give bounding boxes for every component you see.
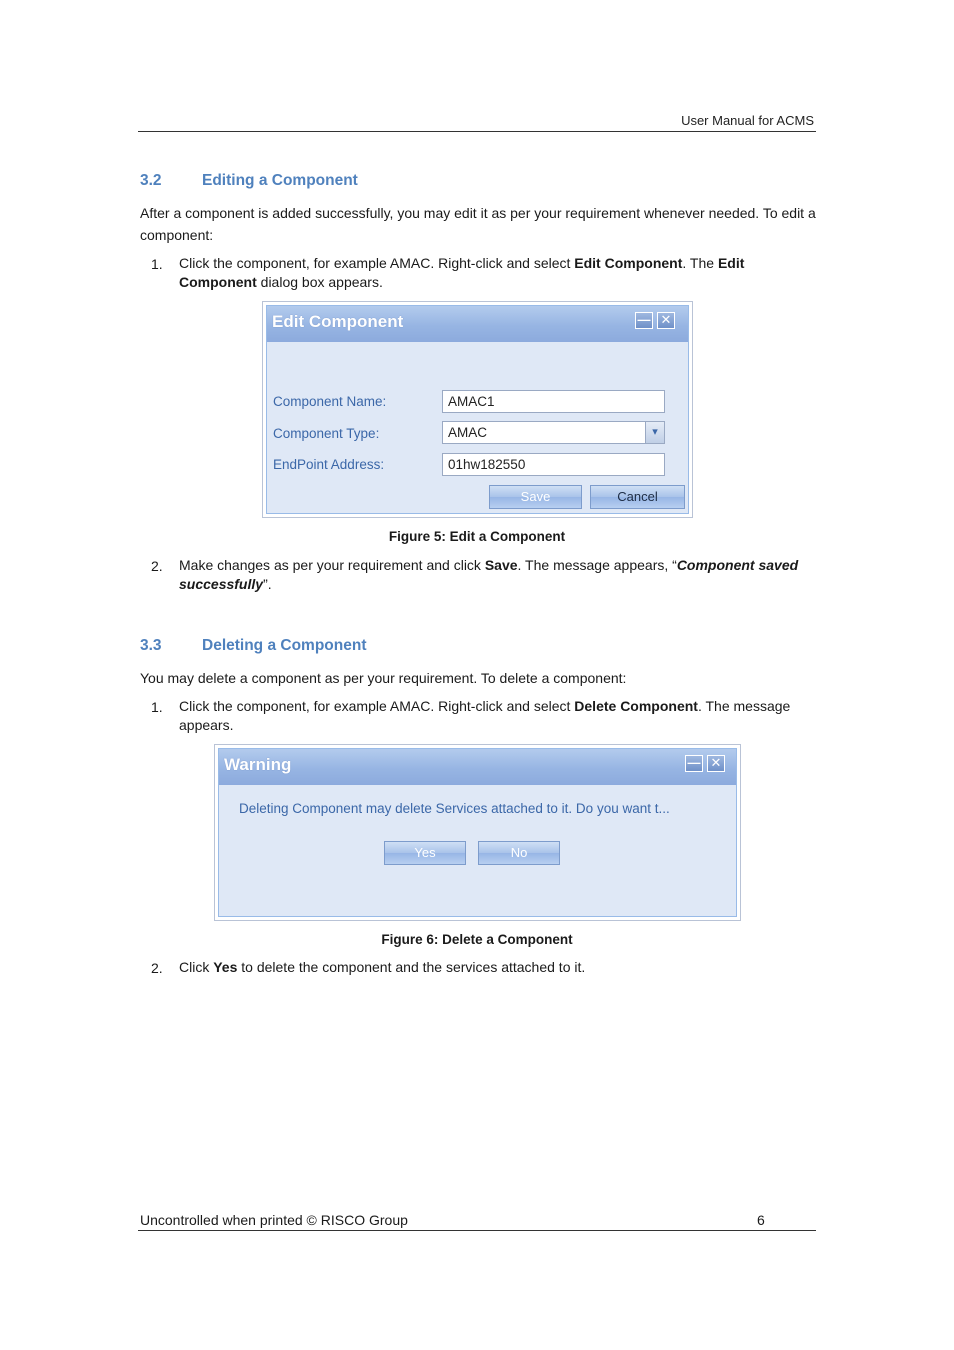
cancel-button[interactable]: Cancel [590,485,685,509]
close-icon[interactable]: ✕ [657,312,675,329]
step-text [179,556,819,594]
step-bold-term: Edit Component [179,255,745,290]
dialog-title-bar[interactable] [267,306,688,342]
dialog-body [218,748,737,917]
header-rule [138,131,816,132]
step-text-part: Click the component, for example AMAC. Right-click and select [179,255,575,271]
minimize-icon[interactable]: — [635,312,653,329]
step-number: 2. [151,558,163,574]
running-header: User Manual for ACMS [681,113,814,128]
edit-component-dialog [262,301,693,518]
section-title: Deleting a Component [202,637,367,654]
section-number: 3.3 [140,637,162,654]
dialog-title: Warning [224,755,292,774]
section-number: 3.2 [140,172,162,189]
step-bold-italic-message: Component saved successfully [179,557,799,592]
step-bold-term: Edit Component [574,255,683,271]
warning-message: Deleting Component may delete Services attached to it. Do you want t... [239,801,670,816]
page-number: 6 [757,1212,765,1228]
step-text-part: dialog box appears. [256,274,383,290]
step-number: 2. [151,960,163,976]
step-text-part: . The message appears. [179,698,791,733]
step-text-part: Make changes as per your requirement and click [179,557,485,573]
chevron-down-icon[interactable]: ▾ [645,422,664,443]
step-text-part: ”. [263,576,272,592]
warning-dialog [214,744,741,921]
step-number: 1. [151,699,163,715]
section-intro: You may delete a component as per your requirement. To delete a component: [140,670,627,686]
step-text-part: . The [682,255,718,271]
step-text [179,254,819,292]
step-bold-term: Save [484,557,518,573]
component-name-label: Component Name: [273,394,387,409]
section-intro: After a component is added successfully, you may edit it as per your requirement whenever needed. To edit a component: [140,205,816,243]
component-type-value: AMAC [448,425,488,440]
component-type-label: Component Type: [273,426,380,441]
footer-text: Uncontrolled when printed © RISCO Group [140,1212,408,1228]
dialog-title: Edit Component [272,312,404,331]
endpoint-address-input[interactable]: 01hw182550 [442,453,665,476]
step-text-part: Click the component, for example AMAC. Right-click and select [179,698,575,714]
section-title: Editing a Component [202,172,358,189]
figure-caption: Figure 6: Delete a Component [381,932,573,947]
step-text [179,697,819,735]
yes-button[interactable]: Yes [384,841,466,865]
step-bold-term: Delete Component [574,698,698,714]
step-text-part: to delete the component and the services attached to it. [237,959,586,975]
dialog-title-bar[interactable] [219,749,736,785]
component-type-select[interactable] [442,421,665,444]
save-button[interactable]: Save [489,485,582,509]
dialog-body [266,305,689,514]
step-text-part: . The message appears, “ [517,557,677,573]
step-number: 1. [151,256,163,272]
step-text [179,958,819,977]
step-bold-term: Yes [213,959,238,975]
component-name-input[interactable]: AMAC1 [442,390,665,413]
close-icon[interactable]: ✕ [707,755,725,772]
endpoint-address-label: EndPoint Address: [273,457,385,472]
footer-rule [138,1230,816,1231]
step-text-part: Click [179,959,214,975]
minimize-icon[interactable]: — [685,755,703,772]
figure-caption: Figure 5: Edit a Component [388,529,566,544]
no-button[interactable]: No [478,841,560,865]
